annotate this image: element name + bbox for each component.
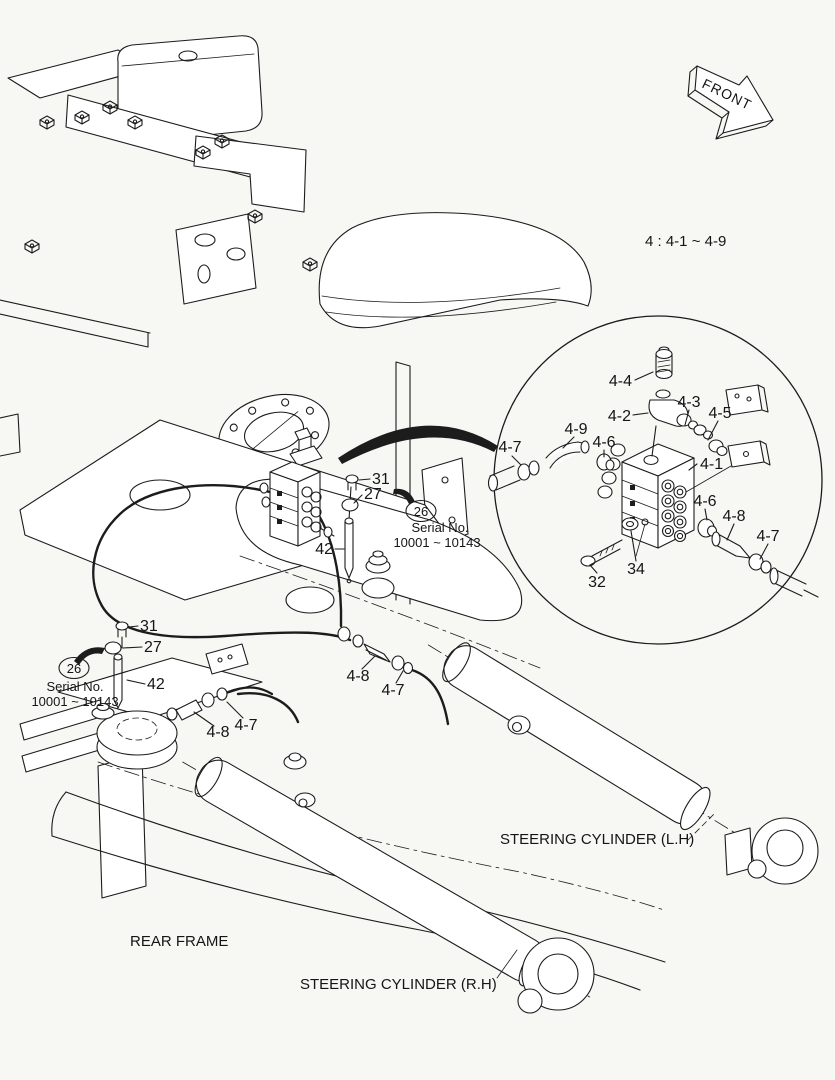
detail-label-4-7-right: 4-7: [756, 528, 780, 545]
center-label-42: 42: [315, 541, 333, 558]
mid-label-4-8: 4-8: [346, 668, 370, 685]
label-rear-frame: REAR FRAME: [130, 933, 229, 950]
detail-label-4-9: 4-9: [564, 421, 588, 438]
left-label-27: 27: [144, 639, 162, 656]
left-serial-range: 10001 ~ 10143: [31, 694, 119, 709]
center-serial-number: 26: [413, 504, 429, 519]
left-serial-title: Serial No.: [46, 679, 104, 694]
detail-circle: [489, 316, 823, 644]
detail-label-4-6-right: 4-6: [693, 493, 717, 510]
detail-label-4-6-left: 4-6: [592, 434, 616, 451]
detail-label-32: 32: [588, 574, 606, 591]
center-label-27: 27: [364, 486, 382, 503]
left-label-4-8: 4-8: [206, 724, 230, 741]
detail-label-4-1: 4-1: [700, 456, 724, 473]
front-label: FRONT: [699, 75, 755, 114]
detail-label-4-4: 4-4: [608, 373, 632, 390]
detail-label-4-3: 4-3: [677, 394, 701, 411]
assembly-range-note: 4 : 4-1 ~ 4-9: [645, 233, 727, 250]
mid-fittings-art: [338, 627, 413, 674]
left-label-42: 42: [147, 676, 165, 693]
left-label-4-7: 4-7: [234, 717, 258, 734]
label-steering-cylinder-lh: STEERING CYLINDER (L.H): [500, 831, 695, 848]
detail-label-34: 34: [627, 561, 645, 578]
detail-label-4-5: 4-5: [708, 405, 732, 422]
detail-label-4-2: 4-2: [607, 408, 631, 425]
left-serial-number: 26: [66, 661, 82, 676]
center-serial-title: Serial No.: [411, 520, 469, 535]
detail-label-4-7-left: 4-7: [498, 439, 522, 456]
detail-pointer-swoosh: [338, 426, 498, 464]
center-serial-range: 10001 ~ 10143: [393, 535, 481, 550]
front-arrow: [688, 66, 773, 139]
left-label-31: 31: [140, 618, 158, 635]
mid-label-4-7: 4-7: [381, 682, 405, 699]
center-label-31: 31: [372, 471, 390, 488]
label-steering-cylinder-rh: STEERING CYLINDER (R.H): [300, 976, 497, 993]
detail-label-4-8: 4-8: [722, 508, 746, 525]
